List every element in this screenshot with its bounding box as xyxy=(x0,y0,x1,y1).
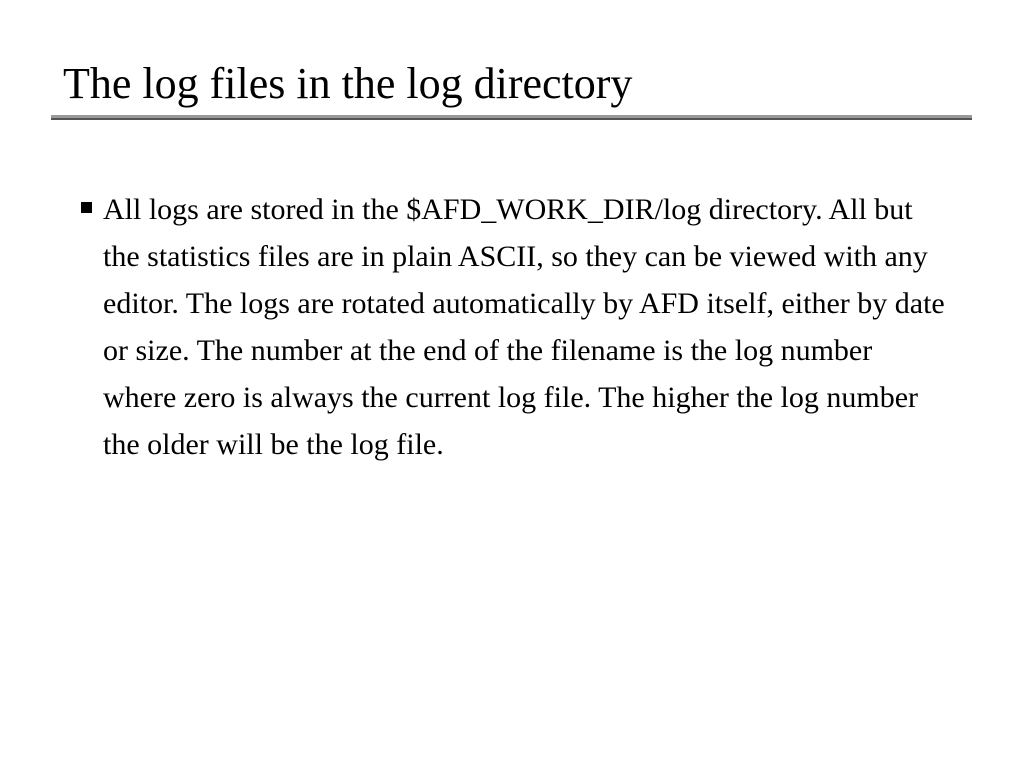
bullet-item xyxy=(81,186,951,468)
bullet-text: All logs are stored in the $AFD_WORK_DIR/log directory. All but the statistics files are in plain ASCII, so they can be viewed with any editor. The logs are rotated automatically by AFD itself, either by date or size. The number at the end of the filename is the log number where zero is always the current log file. The higher the log number the older will be the log file. xyxy=(103,193,945,461)
bullet-list xyxy=(81,186,951,468)
slide-title: The log files in the log directory xyxy=(63,59,633,108)
title-divider xyxy=(51,115,972,120)
square-bullet-icon xyxy=(81,202,92,213)
